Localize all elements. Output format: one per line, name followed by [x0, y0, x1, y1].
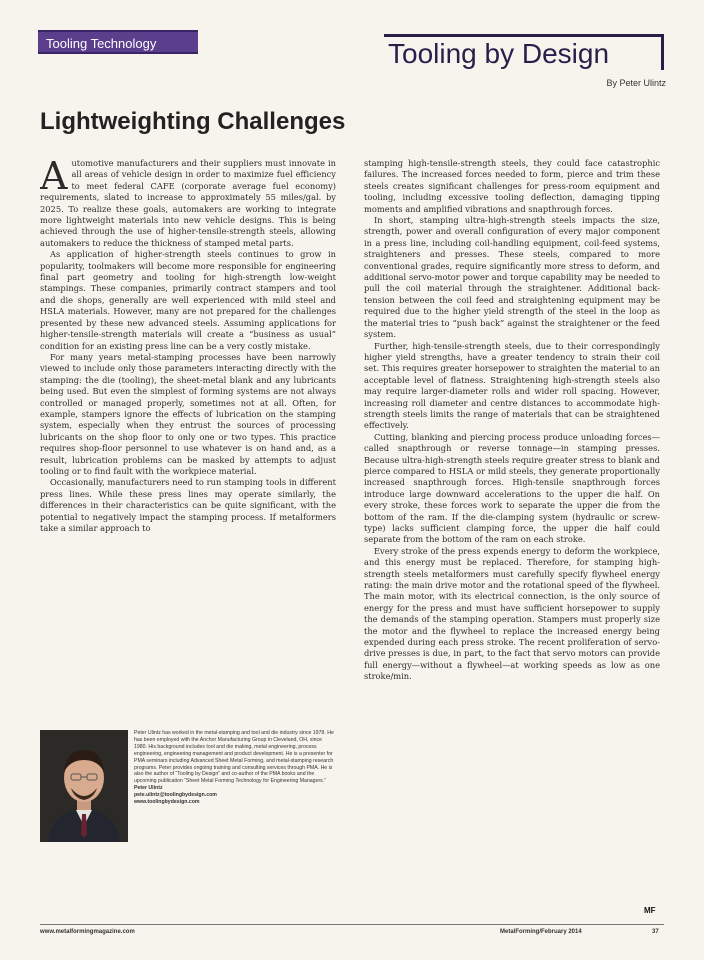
- paragraph: Automotive manufacturers and their suppliers must innovate in all areas of vehicle design in order to maximize fuel efficiency to meet federal CAFE (corporate average fuel economy) requirements, slated to increase to approximately 55 miles/gal. by 2025. To realize these goals, automakers are working to integrate more lightweight materials into new vehicle designs. This is being achieved through the use of higher-tensile-strength steels, allowing automakers to reduce the thickness of stamped metal parts.: [40, 158, 336, 248]
- paragraph: Every stroke of the press expends energy to deform the workpiece, and this energy must be replaced. Therefore, for stamping high-strength steels metalformers must carefully specify flywheel energy rating: the main drive motor and the rotational speed of the flywheel. The main motor, with its electrical connection, is the only source of energy for the press and must have sufficient horsepower to supply the demands of the stamping operation. Stampers must properly size the motor and the flywheel to replace the increased energy being expended during each press stroke. The recent proliferation of servo-drive presses is due, in part, to the fact that servo motors can provide full energy—without a flywheel—at working speeds as low as one stroke/min.: [364, 545, 660, 682]
- section-tag: Tooling Technology: [38, 30, 198, 54]
- bio-name: Peter Ulintz: [134, 785, 163, 792]
- footer-rule: [40, 924, 664, 925]
- column-title: Tooling by Design: [384, 34, 664, 70]
- author-bio: [134, 730, 336, 848]
- page-number: 37: [652, 929, 659, 935]
- article-left-column: [40, 158, 336, 726]
- end-mark: MF: [644, 906, 656, 915]
- byline: By Peter Ulintz: [606, 78, 666, 88]
- bio-website[interactable]: www.toolingbydesign.com: [134, 799, 200, 806]
- article-right-column: [364, 158, 660, 918]
- paragraph: Cutting, blanking and piercing process produce unloading forces—called snapthrough or reverse tonnage—in stamping presses. Because ultra-high-strength steels require greater stress to blank and pierce compared to HSLA or mild steels, they generate proportionally increased snapthrough forces. High-tensile snapthrough forces introduce large downward accelerations to the upper die half. On every stroke, these forces work to separate the upper die from the bottom of the ram. If the die-clamping system (hydraulic or screw-type) lacks sufficient clamping force, the upper die half could separate from the bottom of the ram on each stroke.: [364, 431, 660, 545]
- paragraph: Occasionally, manufacturers need to run stamping tools in different press lines. While these press lines may operate similarly, the differences in their characteristics can be quite significant, with the potential to negatively impact the stamping process. If metalformers take a similar approach to: [40, 477, 336, 533]
- paragraph: In short, stamping ultra-high-strength steels impacts the size, strength, power and overall configuration of every major component in a press line, including coil-handling equipment, coil-feed systems, straighteners and presses. These steels, compared to more conventional grades, require significantly more stress to deform, and additional servo-motor power and torque capability may be needed to pull the coil material through the straightener. Additional back-tension between the coil feed and straightening equipment may be required due to the higher yield strength of the steel in the loop as the material tries to “push back” against the straightener or the feed system.: [364, 215, 660, 340]
- paragraph: For many years metal-stamping processes have been narrowly viewed to include only those parameters interacting directly with the stamping: the die (tooling), the sheet-metal blank and any lubricants being used. But even the simplest of forming systems are not always controlled or managed properly, sometimes not at all. Often, for example, stampers ignore the effects of lubrication on the stamping system, especially when they entrust the sources of processing lubricants on the shop floor to only one or two types. This practice requires shop-floor personnel to use whatever is on hand and, as a result, lubrication problems can be masked by attempts to adjust tooling or to find fault with the workpiece material.: [40, 351, 336, 476]
- paragraph: As application of higher-strength steels continues to grow in popularity, toolmakers will become more responsible for engineering final part geometry and tooling for high-strength low-weight stampings. These companies, primarily contract stampers and tool and die shops, generally are well experienced with mild steel and HSLA materials. However, many are not prepared for the challenges presented by these new advanced steels. Assuming applications for higher-tensile-strength materials will create a “business as usual” condition for an existing press line can be a very costly mistake.: [40, 249, 336, 351]
- footer-issue: MetalForming/February 2014: [500, 929, 582, 935]
- author-photo: [40, 730, 128, 842]
- bio-email[interactable]: pete.ulintz@toolingbydesign.com: [134, 792, 217, 799]
- paragraph: Further, high-tensile-strength steels, due to their correspondingly higher yield strengths, have a greater tendency to strain their coil set. This requires greater horsepower to straighten the material to an acceptable level of flatness. Straightening high-strength steels also may require larger-diameter rolls and wider roll spacing. However, increasing roll diameter and centre distances to accommodate high-strength steels limits the range of materials that can be straightened effectively.: [364, 340, 660, 431]
- paragraph: stamping high-tensile-strength steels, they could face catastrophic failures. The increased forces needed to form, pierce and trim these steels creates significant challenges for press-room equipment and tooling, including excessive tooling deflection, damaging tipping moments and amplified vibrations and snapthrough forces.: [364, 158, 660, 214]
- bio-text: Peter Ulintz has worked in the metal-stamping and tool and die industry since 1978. He has been employed with the Anchor Manufacturing Group in Cleveland, OH, since 1980. His background includes tool and die making, metal engineering, process engineering, engineering management and product development. He is a presenter for PMA seminars including Advanced Sheet Metal Forming, and metal-stamping research programs. Peter provides ongoing training and consulting services through PMA. He is also the author of “Tooling by Design” and co-author of the PMA books and the upcoming publication “Sheet Metal Forming Technology for Engineering Managers.”: [134, 730, 334, 785]
- footer-url[interactable]: www.metalformingmagazine.com: [40, 929, 135, 935]
- headline: Lightweighting Challenges: [40, 108, 346, 135]
- drop-cap: A: [40, 158, 68, 198]
